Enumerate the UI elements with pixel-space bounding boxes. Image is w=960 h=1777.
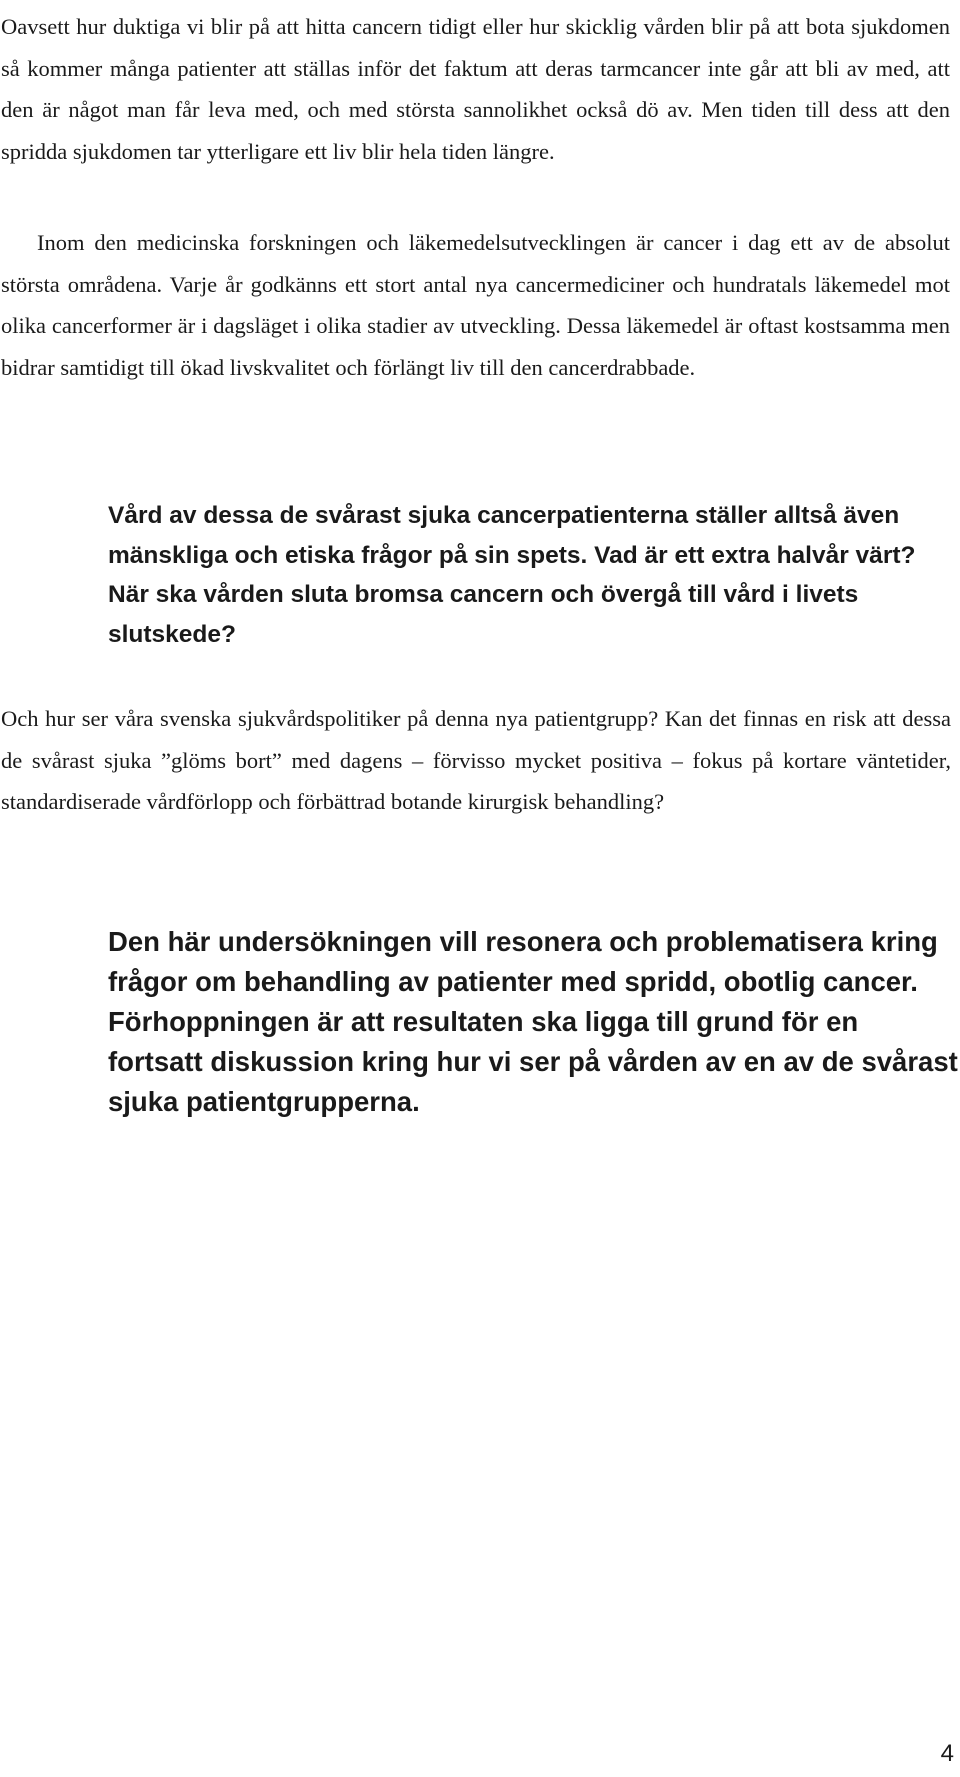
ethical-questions-highlight: Vård av dessa de svårast sjuka cancerpatienterna ställer alltså även mänskliga och etiska frågor på sin spets. Vad är ett extra halvår värt? När ska vården sluta bromsa cancern och övergå till vård i livets slutskede? (108, 502, 916, 648)
research-paragraph: Inom den medicinska forskningen och läkemedelsutvecklingen är cancer i dag ett av de absolut största områdena. Varje år godkänns ett stort antal nya cancermediciner och hundratals läkemedel mot olika cancerformer är i dagsläget i olika stadier av utveckling. Dessa läkemedel är oftast kostsamma men bidrar samtidigt till ökad livskvalitet och förlängt liv till den cancerdrabbade. (1, 230, 950, 380)
page-number: 4 (940, 1740, 954, 1767)
study-purpose-highlight: Den här undersökningen vill resonera och problematisera kring frågor om behandling av patienter med spridd, obotlig cancer. Förhoppningen är att resultaten ska ligga till grund för en fortsatt diskussion kring hur vi ser på vården av en av de svårast sjuka patientgrupperna. (108, 926, 958, 1117)
politics-paragraph: Och hur ser våra svenska sjukvårdspolitiker på denna nya patientgrupp? Kan det finnas en risk att dessa de svårast sjuka ”glöms bort” med dagens – förvisso mycket positiva – fokus på kortare väntetider, standardiserade vårdförlopp och förbättrad botande kirurgisk behandling? (1, 706, 951, 814)
intro-paragraph: Oavsett hur duktiga vi blir på att hitta cancern tidigt eller hur skicklig vården blir på att bota sjukdomen så kommer många patienter att ställas inför det faktum att deras tarmcancer inte går att bli av med, att den är något man får leva med, och med största sannolikhet också dö av. Men tiden till dess att den spridda sjukdomen tar ytterligare ett liv blir hela tiden längre. (1, 14, 950, 164)
